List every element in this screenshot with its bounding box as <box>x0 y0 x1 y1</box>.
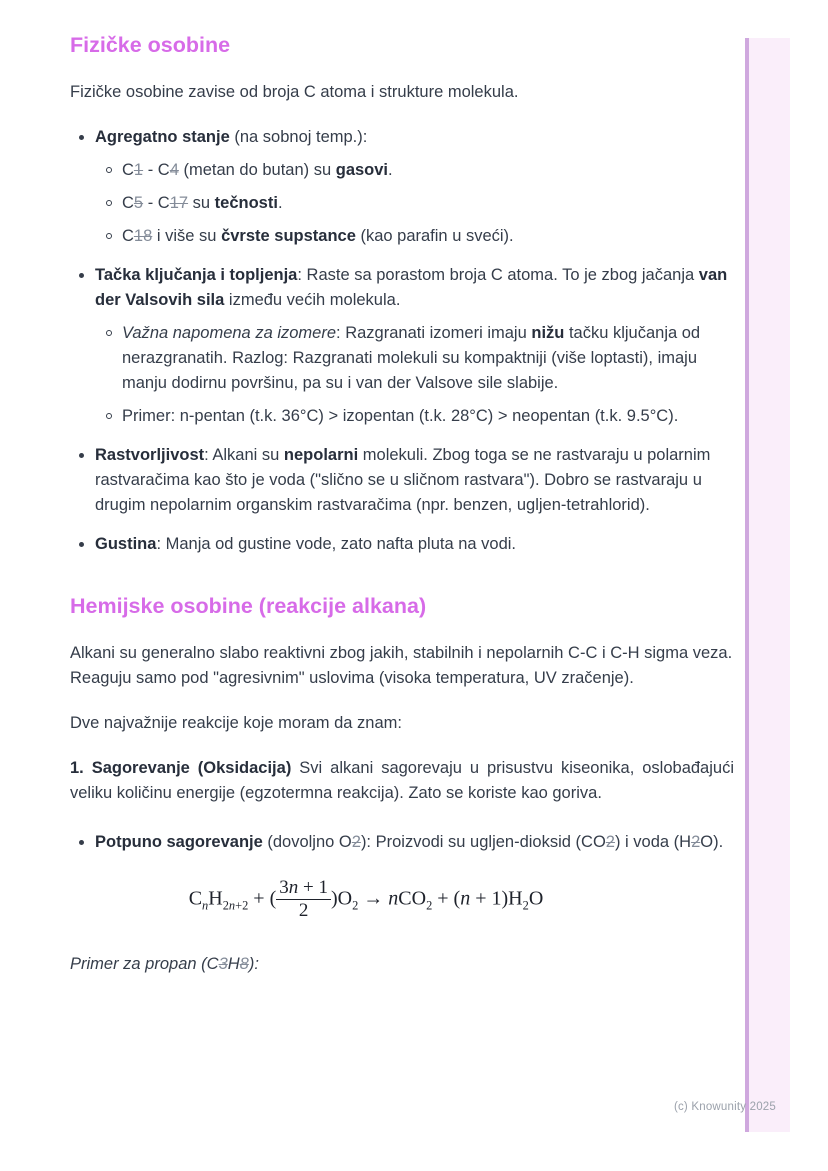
formula-text <box>331 888 352 910</box>
sub-list-item <box>95 224 734 249</box>
text-run: : Razgranati izomeri imaju <box>336 324 532 342</box>
text-run: H <box>208 887 223 910</box>
formula-fraction <box>276 877 331 922</box>
text-run: Alkani su generalno slabo reaktivni zbog jakih, stabilnih i nepolarnih C-C i C-H sigma veza. Reaguju samo pod "agresivnim" uslovima (visoka temperatura, UV zračenje). <box>70 644 733 687</box>
text-run: i više su <box>152 227 222 245</box>
text-run: : Raste sa porastom broja C atoma. To je zbog jačanja <box>297 266 699 284</box>
text-run: . <box>388 161 393 179</box>
bullet-list <box>70 125 734 557</box>
bold-text: nepolarni <box>283 446 359 464</box>
list-item-text <box>95 833 723 851</box>
fraction-denominator <box>276 900 331 921</box>
formula-text <box>470 888 522 910</box>
bullet-list <box>70 830 734 855</box>
text-run: 2 <box>426 898 433 913</box>
sub-list-item <box>95 191 734 216</box>
text-run: Primer za propan (C <box>70 954 219 973</box>
text-run: n <box>388 887 399 910</box>
text-run: n <box>288 877 299 898</box>
strikethrough-text: 2 <box>605 833 615 851</box>
formula-text <box>388 888 398 910</box>
text-run: 2 <box>298 900 309 922</box>
sub-bullet-list <box>95 158 734 249</box>
text-run: + ( <box>432 887 461 910</box>
sub-bullet-list <box>95 321 734 429</box>
list-item <box>70 532 734 557</box>
text-run: između većih molekula. <box>224 291 401 309</box>
text-run: n <box>460 887 471 910</box>
text-run: + 1 <box>298 877 328 898</box>
bold-text: 1. Sagorevanje (Oksidacija) <box>70 759 292 777</box>
bold-text: Agregatno stanje <box>95 128 230 146</box>
chemical-formula <box>70 877 662 922</box>
strikethrough-text: 5 <box>133 194 144 212</box>
text-run: 2 <box>222 898 229 913</box>
text-run: → <box>358 887 389 910</box>
text-run: : Alkani su <box>204 446 284 464</box>
paragraph <box>70 952 734 977</box>
sub-list-item <box>95 404 734 429</box>
formula-text <box>529 888 543 910</box>
list-item-text <box>95 446 710 514</box>
sub-list-item <box>95 321 734 396</box>
list-item-text <box>95 128 367 146</box>
text-run: Važna napomena za izomere <box>122 324 337 342</box>
text-run: : Manja od gustine vode, zato nafta pluta na vodi. <box>156 535 517 553</box>
text-run: O). <box>700 833 724 851</box>
text-run: 3 <box>279 877 289 898</box>
paragraph <box>70 711 734 736</box>
text-run: tačku ključanja od nerazgranatih. Razlog: Razgranati molekuli su kompaktniji (više loptasti), imaju manju dodirnu površinu, pa su i van der Valsove sile slabije. <box>122 324 701 392</box>
strikethrough-text: 18 <box>133 227 153 245</box>
formula-text <box>432 888 460 910</box>
text-run: n <box>228 898 236 913</box>
text-run: CO <box>398 887 427 910</box>
bold-text: čvrste supstance <box>221 227 356 245</box>
text-run: su <box>188 194 215 212</box>
text-run: C <box>122 227 134 245</box>
text-run: C <box>122 161 134 179</box>
list-item-text <box>95 266 727 309</box>
copyright-footer: (c) Knowunity 2025 <box>673 1101 776 1113</box>
bold-text: tečnosti <box>214 194 278 212</box>
text-run: ): <box>248 954 259 973</box>
strikethrough-text: 4 <box>169 161 179 179</box>
text-run: Dve najvažnije reakcije koje moram da znam: <box>70 714 402 732</box>
text-run: 2 <box>522 898 529 913</box>
strikethrough-text: 2 <box>691 833 701 851</box>
text-run: + ( <box>248 887 277 910</box>
strikethrough-text: 8 <box>239 954 249 973</box>
formula-text <box>358 888 388 910</box>
highlight-bar <box>745 38 790 1132</box>
text-run: (metan do butan) su <box>178 161 336 179</box>
text-run: + 1)H <box>470 887 523 910</box>
sub-list-item <box>95 158 734 183</box>
list-item <box>70 263 734 429</box>
formula-text <box>398 888 426 910</box>
text-run: H <box>227 954 240 973</box>
text-run: O <box>528 887 544 910</box>
paragraph <box>70 80 734 105</box>
section-heading: Hemijske osobine (reakcije alkana) <box>70 594 427 618</box>
text-run: Svi alkani sagorevaju u prisustvu kiseonika, oslobađajući veliku količinu energije (egzotermna reakcija). Zato se koriste kao goriva. <box>70 759 734 802</box>
text-run: (dovoljno O <box>262 833 352 851</box>
strikethrough-text: 2 <box>351 833 361 851</box>
list-item <box>70 125 734 249</box>
text-run: 2 <box>352 898 359 913</box>
bold-text: Potpuno sagorevanje <box>95 833 263 851</box>
text-run: - C <box>143 194 170 212</box>
text-run: (kao parafin u sveći). <box>355 227 514 245</box>
bold-text: Rastvorljivost <box>95 446 205 464</box>
text-run: Primer: n-pentan (t.k. 36°C) > izopentan (t.k. 28°C) > neopentan (t.k. 9.5°C). <box>122 407 679 425</box>
text-run: C <box>188 887 203 910</box>
list-item-text <box>95 535 516 553</box>
text-run: . <box>277 194 283 212</box>
section-heading: Fizičke osobine <box>70 33 231 57</box>
text-run: ): Proizvodi su ugljen-dioksid (CO <box>360 833 606 851</box>
formula-text <box>208 888 222 910</box>
bold-text: gasovi <box>335 161 389 179</box>
list-item <box>70 830 734 855</box>
list-item <box>70 443 734 518</box>
fraction-numerator <box>276 877 331 900</box>
document-content <box>70 30 734 997</box>
formula-text <box>460 888 470 910</box>
text-run: ) i voda (H <box>614 833 692 851</box>
text-run: )O <box>330 887 353 910</box>
paragraph <box>70 756 734 806</box>
text-run: - C <box>143 161 170 179</box>
strikethrough-text: 17 <box>169 194 189 212</box>
strikethrough-text: 3 <box>218 954 228 973</box>
bold-text: nižu <box>531 324 565 342</box>
text-run: (na sobnoj temp.): <box>229 128 368 146</box>
text-run: C <box>122 194 134 212</box>
text-run: molekuli. Zbog toga se ne rastvaraju u polarnim rastvaračima kao što je voda ("slično se u sličnom rastvara"). Dobro se rastvaraju u drugim nepolarnim organskim rastvaračima (npr. benzen, ugljen-tetrahlorid). <box>95 446 711 514</box>
formula-text <box>248 888 276 910</box>
bold-text: van der Valsovih sila <box>95 266 728 309</box>
bold-text: Tačka ključanja i topljenja <box>95 266 298 284</box>
formula-text <box>189 888 202 910</box>
text-run: Fizičke osobine zavise od broja C atoma i strukture molekula. <box>70 83 519 101</box>
formula-subscript <box>223 899 249 913</box>
text-run: n <box>202 898 209 913</box>
strikethrough-text: 1 <box>133 161 144 179</box>
text-run: +2 <box>235 898 249 913</box>
bold-text: Gustina <box>95 535 157 553</box>
paragraph <box>70 641 734 691</box>
